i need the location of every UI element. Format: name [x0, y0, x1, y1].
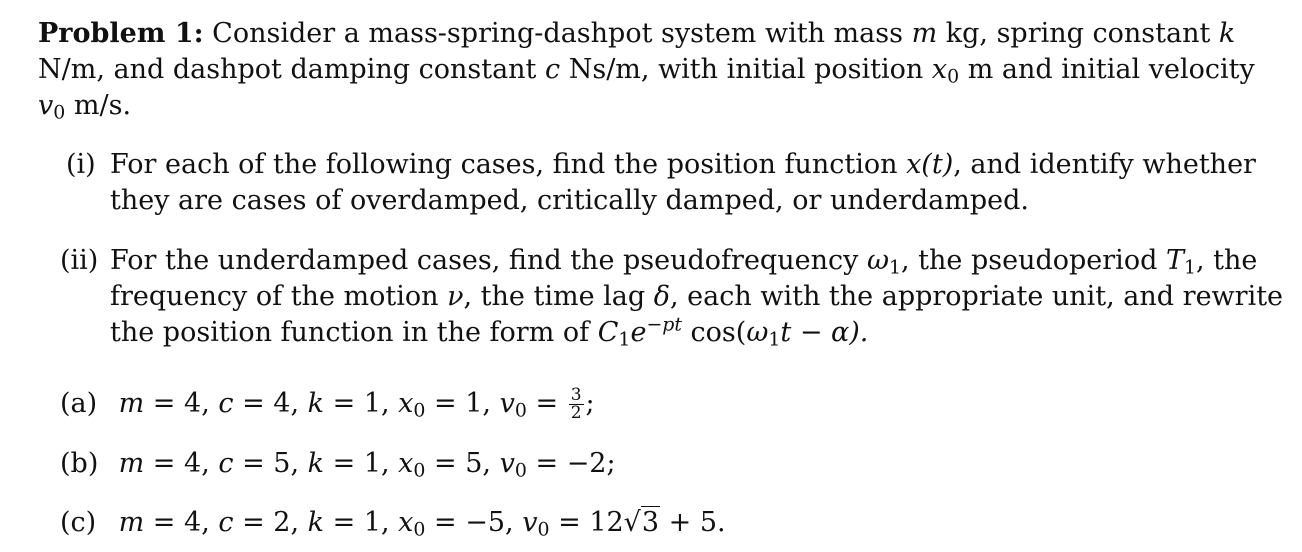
case-c-label: (c): [60, 507, 97, 538]
intro-line-3: $v_0$ m/s.: [38, 90, 132, 124]
part-ii-line-1: (ii) For the underdamped cases, find the pseudofrequency $\omega_1$, the pseudoperiod $T_1$, the: [60, 245, 1258, 279]
case-a-label: (a): [60, 388, 98, 419]
part-i-label: (i): [66, 149, 96, 180]
intro-line-1: Problem 1: Consider a mass-spring-dashpot system with mass m kg, spring constant k: [38, 18, 1236, 49]
problem-title: Problem 1:: [38, 18, 204, 49]
case-b-label: (b): [60, 448, 99, 479]
case-a: (a) m = 4, c = 4, k = 1, $x_0 = 1$, $v_0$ = $\frac{3}{2}$ ;: [60, 384, 595, 423]
part-ii-line-2: frequency of the motion ν, the time lag δ, each with the appropriate unit, and rewrite: [110, 281, 1284, 312]
case-b: (b) m = 4, c = 5, k = 1, $x_0 = 5$, $v_0 = -2$;: [60, 448, 616, 482]
part-ii-line-3: the position function in the form of $C_1e^{-pt}$ $\cos(\omega_1t - \alpha)$.: [110, 313, 869, 351]
part-i-line-2: they are cases of overdamped, critically damped, or underdamped.: [110, 185, 1030, 216]
fraction: $\frac{3}{2}$: [570, 384, 582, 423]
intro-line-2: N/m, and dashpot damping constant c Ns/m, with initial position $x_0$ m and initial velocity: [38, 54, 1255, 88]
part-i-line-1: (i) For each of the following cases, find the position function x(t), and identify whether: [66, 147, 1256, 183]
square-root: √3: [623, 507, 660, 538]
part-ii-label: (ii): [60, 245, 99, 276]
case-c: (c) m = 4, c = 2, k = 1, $x_0 = -5$, $v_0 = 12√3 + 5$.: [60, 507, 726, 541]
